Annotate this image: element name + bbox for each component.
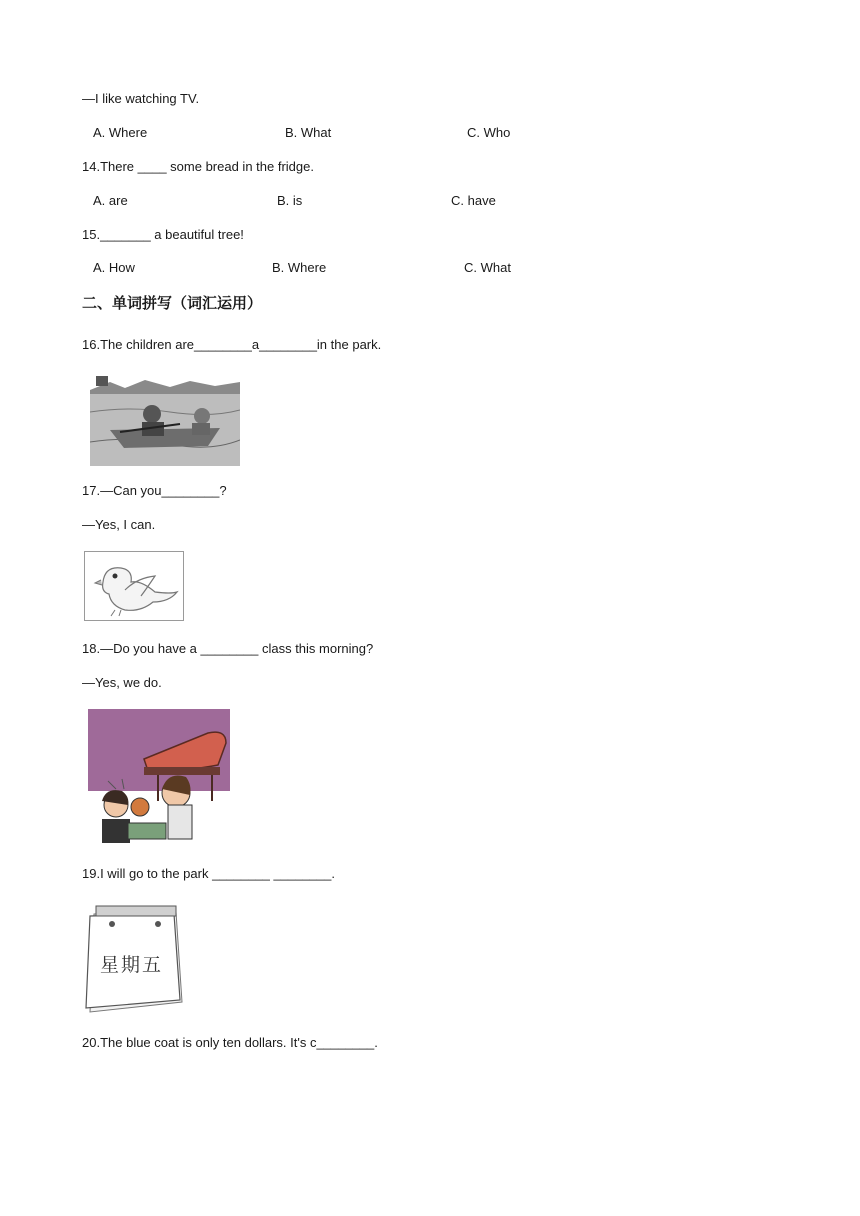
calendar-image — [84, 902, 186, 1018]
q13-option-c: C. Who — [467, 125, 511, 140]
q17-stem: 17.—Can you________? — [82, 483, 227, 498]
q18-stem: 18.—Do you have a ________ class this morning? — [82, 641, 374, 656]
q13-option-a: A. Where — [93, 125, 148, 140]
rowing-boat-image — [90, 372, 240, 466]
q17-reply: —Yes, I can. — [82, 517, 156, 532]
q13-answer-line: —I like watching TV. — [82, 91, 200, 106]
q14-option-b: B. is — [277, 193, 303, 208]
section-title: 二、单词拼写（词汇运用） — [82, 295, 263, 312]
q14-option-a: A. are — [93, 193, 128, 208]
piano-class-image — [88, 709, 230, 845]
q15-option-b: B. Where — [272, 260, 327, 275]
q15-option-a: A. How — [93, 260, 135, 275]
q18-reply: —Yes, we do. — [82, 675, 162, 690]
q20-stem: 20.The blue coat is only ten dollars. It's c________. — [82, 1035, 378, 1050]
calendar-weekday-text: 星期五 — [100, 954, 164, 976]
q15-stem: 15._______ a beautiful tree! — [82, 227, 244, 242]
q15-option-c: C. What — [464, 260, 511, 275]
flying-bird-image — [84, 551, 184, 621]
q19-stem: 19.I will go to the park ________ ________. — [82, 866, 335, 881]
q14-stem: 14.There ____ some bread in the fridge. — [82, 159, 314, 174]
q16-stem: 16.The children are________a________in the park. — [82, 337, 382, 352]
q14-option-c: C. have — [451, 193, 496, 208]
q13-option-b: B. What — [285, 125, 332, 140]
